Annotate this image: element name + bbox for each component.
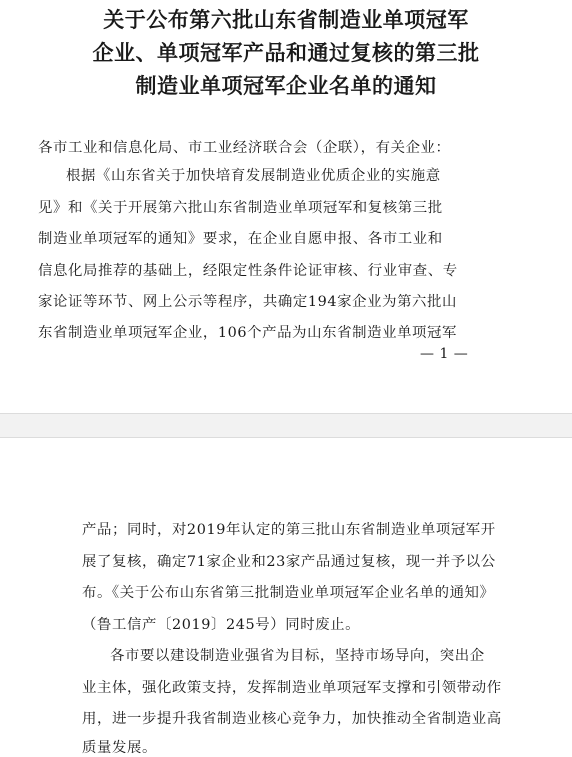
paragraph-line: （鲁工信产〔2019〕245号）同时废止。	[82, 617, 361, 633]
paragraph-line: 产品；同时，对2019年认定的第三批山东省制造业单项冠军开	[82, 522, 496, 538]
salutation: 各市工业和信息化局、市工业经济联合会（企联），有关企业：	[38, 140, 451, 156]
document-title-line-3: 制造业单项冠军企业名单的通知	[135, 74, 437, 98]
paragraph-line: 展了复核，确定71家企业和23家产品通过复核，现一并予以公	[82, 554, 496, 570]
paragraph-line: 东省制造业单项冠军企业，106个产品为山东省制造业单项冠军	[38, 325, 458, 341]
paragraph-line: 布。《关于公布山东省第三批制造业单项冠军企业名单的通知》	[82, 585, 495, 601]
paragraph-line: 制造业单项冠军的通知》要求，在企业自愿申报、各市工业和	[38, 231, 443, 247]
paragraph-line: 根据《山东省关于加快培育发展制造业优质企业的实施意	[66, 168, 441, 184]
paragraph-line: 家论证等环节、网上公示等程序，共确定194家企业为第六批山	[38, 294, 458, 310]
paragraph-line: 各市要以建设制造业强省为目标，坚持市场导向，突出企	[110, 648, 485, 664]
page-number: — 1 —	[420, 346, 469, 362]
paragraph-line: 质量发展。	[82, 740, 157, 756]
paragraph-line: 用，进一步提升我省制造业核心竞争力，加快推动全省制造业高	[82, 711, 502, 727]
document-page-2	[0, 437, 572, 757]
paragraph-line: 业主体，强化政策支持，发挥制造业单项冠军支撑和引领带动作	[82, 680, 502, 696]
document-title-line-1: 关于公布第六批山东省制造业单项冠军	[103, 8, 469, 32]
document-title-line-2: 企业、单项冠军产品和通过复核的第三批	[92, 41, 480, 65]
paragraph-line: 信息化局推荐的基础上，经限定性条件论证审核、行业审查、专	[38, 263, 458, 279]
paragraph-line: 见》和《关于开展第六批山东省制造业单项冠军和复核第三批	[38, 200, 443, 216]
